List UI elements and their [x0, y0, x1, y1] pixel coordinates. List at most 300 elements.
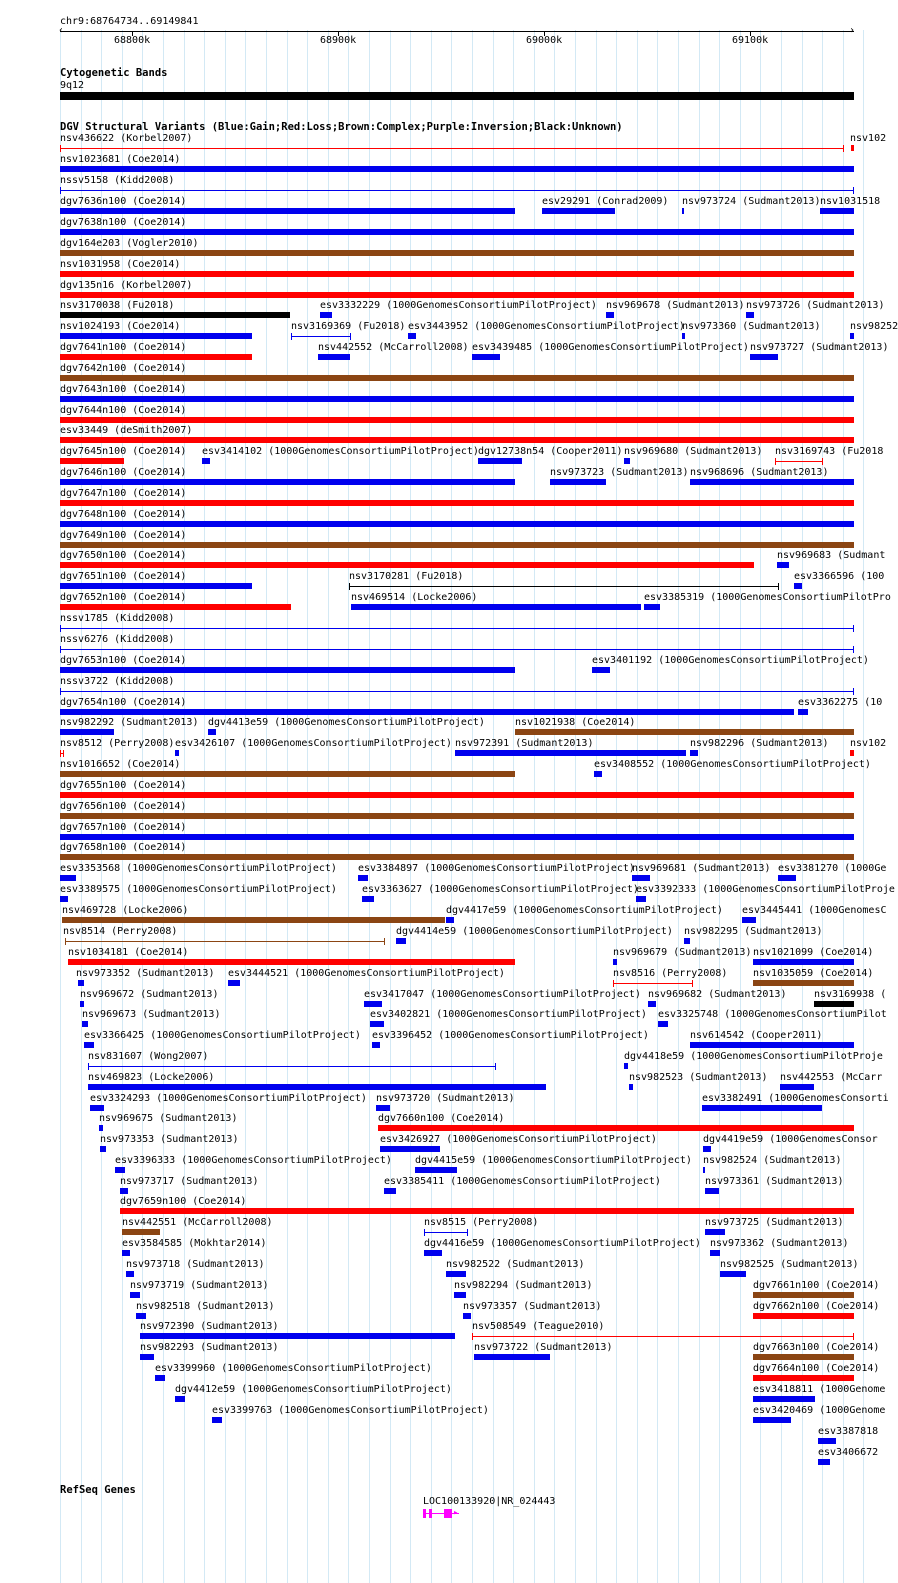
cytoband-label[interactable]: 9q12: [60, 80, 85, 91]
variant-label[interactable]: nsv969680 (Sudmant2013): [624, 446, 763, 457]
variant-bar[interactable]: [478, 458, 522, 464]
gridline: [328, 30, 329, 1583]
variant-label[interactable]: dgv4415e59 (1000GenomesConsortiumPilotProject): [415, 1155, 692, 1166]
variant-label[interactable]: esv3402821 (1000GenomesConsortiumPilotProject): [370, 1009, 647, 1020]
variant-label[interactable]: esv3363627 (1000GenomesConsortiumPilotProject): [362, 884, 639, 895]
variant-label[interactable]: nsv3170281 (Fu2018): [349, 571, 464, 582]
variant-label[interactable]: nsv982292 (Sudmant2013): [60, 717, 199, 728]
variant-bar[interactable]: [60, 354, 252, 360]
variant-bar[interactable]: [794, 583, 802, 589]
variant-label[interactable]: nsv469823 (Locke2006): [88, 1072, 215, 1083]
variant-label[interactable]: nsv1035059 (Coe2014): [753, 968, 874, 979]
variant-label[interactable]: nsv973727 (Sudmant2013): [750, 342, 889, 353]
variant-label[interactable]: nsv969681 (Sudmant2013): [632, 863, 771, 874]
variant-bar[interactable]: [703, 1146, 711, 1152]
variant-bar[interactable]: [658, 1021, 668, 1027]
variant-label[interactable]: dgv7649n100 (Coe2014): [60, 530, 187, 541]
variant-bar[interactable]: [777, 562, 789, 568]
variant-bar[interactable]: [778, 875, 796, 881]
variant-label[interactable]: nsv1034181 (Coe2014): [68, 947, 189, 958]
ruler-left-arrow-icon[interactable]: ‹: [58, 25, 65, 36]
variant-bar[interactable]: [60, 875, 76, 881]
variant-bar[interactable]: [705, 1188, 719, 1194]
variant-label[interactable]: esv3426927 (1000GenomesConsortiumPilotProject): [380, 1134, 657, 1145]
variant-bar[interactable]: [798, 709, 808, 715]
variant-bar[interactable]: [60, 562, 754, 568]
variant-label[interactable]: nsv8516 (Perry2008): [613, 968, 728, 979]
variant-bar[interactable]: [455, 750, 686, 756]
variant-bar[interactable]: [60, 813, 854, 819]
variant-bar[interactable]: [122, 1229, 160, 1235]
variant-label[interactable]: esv3399960 (1000GenomesConsortiumPilotProject): [155, 1363, 432, 1374]
variant-label[interactable]: nsv973718 (Sudmant2013): [126, 1259, 265, 1270]
variant-label[interactable]: dgv135n16 (Korbel2007): [60, 280, 193, 291]
variant-label[interactable]: dgv7643n100 (Coe2014): [60, 384, 187, 395]
variant-bar[interactable]: [60, 521, 854, 527]
variant-label[interactable]: nsv469728 (Locke2006): [62, 905, 189, 916]
variant-label[interactable]: dgv7661n100 (Coe2014): [753, 1280, 880, 1291]
variant-bar[interactable]: [60, 896, 68, 902]
variant-bar[interactable]: [362, 896, 374, 902]
variant-bar[interactable]: [60, 417, 854, 423]
variant-label[interactable]: dgv4416e59 (1000GenomesConsortiumPilotProject): [424, 1238, 701, 1249]
variant-label[interactable]: esv3406672: [818, 1447, 879, 1458]
variant-bar[interactable]: [140, 1354, 154, 1360]
variant-label[interactable]: dgv7659n100 (Coe2014): [120, 1196, 247, 1207]
variant-label[interactable]: nsv973725 (Sudmant2013): [705, 1217, 844, 1228]
variant-label[interactable]: esv3387818: [818, 1426, 879, 1437]
variant-label[interactable]: dgv7654n100 (Coe2014): [60, 697, 187, 708]
variant-bar[interactable]: [120, 1188, 128, 1194]
variant-label[interactable]: dgv4413e59 (1000GenomesConsortiumPilotProject): [208, 717, 485, 728]
variant-label[interactable]: nsv973717 (Sudmant2013): [120, 1176, 259, 1187]
variant-label[interactable]: nsv831607 (Wong2007): [88, 1051, 209, 1062]
variant-label[interactable]: esv3381270 (1000Ge: [778, 863, 887, 874]
variant-label[interactable]: nsv973357 (Sudmant2013): [463, 1301, 602, 1312]
variant-bar[interactable]: [613, 983, 693, 984]
variant-bar[interactable]: [100, 1146, 106, 1152]
variant-bar[interactable]: [472, 354, 500, 360]
variant-label[interactable]: dgv7651n100 (Coe2014): [60, 571, 187, 582]
variant-label[interactable]: nssv3722 (Kidd2008): [60, 676, 175, 687]
variant-label[interactable]: esv3366596 (100: [794, 571, 885, 582]
variant-bar[interactable]: [690, 479, 854, 485]
variant-label[interactable]: nsv1021938 (Coe2014): [515, 717, 636, 728]
variant-label[interactable]: esv3382491 (1000GenomesConsorti: [702, 1093, 889, 1104]
variant-bar[interactable]: [60, 604, 291, 610]
variant-bar[interactable]: [60, 542, 854, 548]
variant-label[interactable]: nsv1016652 (Coe2014): [60, 759, 181, 770]
variant-bar[interactable]: [703, 1167, 705, 1173]
variant-bar[interactable]: [60, 437, 854, 443]
variant-bar[interactable]: [140, 1333, 455, 1339]
variant-label[interactable]: esv3418811 (1000Genome: [753, 1384, 886, 1395]
variant-label[interactable]: nsv982524 (Sudmant2013): [703, 1155, 842, 1166]
variant-bar[interactable]: [130, 1292, 140, 1298]
variant-bar[interactable]: [60, 667, 515, 673]
variant-bar[interactable]: [753, 980, 854, 986]
variant-bar[interactable]: [88, 1084, 546, 1090]
variant-label[interactable]: nsv442552 (McCarroll2008): [318, 342, 469, 353]
variant-label[interactable]: nsv973352 (Sudmant2013): [76, 968, 215, 979]
variant-label[interactable]: dgv7644n100 (Coe2014): [60, 405, 187, 416]
variant-bar[interactable]: [318, 354, 350, 360]
variant-label[interactable]: nsv8512 (Perry2008): [60, 738, 175, 749]
variant-label[interactable]: esv3325748 (1000GenomesConsortiumPilot: [658, 1009, 887, 1020]
variant-label[interactable]: esv3392333 (1000GenomesConsortiumPilotProje: [636, 884, 895, 895]
variant-bar[interactable]: [542, 208, 615, 214]
variant-label[interactable]: dgv7636n100 (Coe2014): [60, 196, 187, 207]
variant-bar[interactable]: [60, 834, 854, 840]
variant-label[interactable]: dgv7646n100 (Coe2014): [60, 467, 187, 478]
variant-label[interactable]: nsv982518 (Sudmant2013): [136, 1301, 275, 1312]
variant-label[interactable]: nsv1031518: [820, 196, 881, 207]
variant-bar[interactable]: [60, 691, 854, 692]
variant-bar[interactable]: [60, 166, 854, 172]
variant-label[interactable]: nsv8515 (Perry2008): [424, 1217, 539, 1228]
variant-bar[interactable]: [60, 771, 515, 777]
variant-bar[interactable]: [780, 1084, 814, 1090]
variant-label[interactable]: nsv969679 (Sudmant2013): [613, 947, 752, 958]
variant-label[interactable]: dgv7660n100 (Coe2014): [378, 1113, 505, 1124]
variant-bar[interactable]: [60, 229, 854, 235]
variant-bar[interactable]: [820, 208, 854, 214]
variant-bar[interactable]: [90, 1105, 104, 1111]
variant-bar[interactable]: [60, 190, 854, 191]
variant-bar[interactable]: [80, 1001, 84, 1007]
variant-label[interactable]: nsv969683 (Sudmant: [777, 550, 886, 561]
variant-label[interactable]: nsv973723 (Sudmant2013): [550, 467, 689, 478]
variant-label[interactable]: esv3396452 (1000GenomesConsortiumPilotProject): [372, 1030, 649, 1041]
variant-bar[interactable]: [750, 354, 778, 360]
variant-label[interactable]: dgv7642n100 (Coe2014): [60, 363, 187, 374]
variant-bar[interactable]: [705, 1229, 725, 1235]
variant-label[interactable]: esv3362275 (10: [798, 697, 883, 708]
variant-bar[interactable]: [60, 583, 252, 589]
variant-bar[interactable]: [68, 959, 515, 965]
variant-label[interactable]: esv3385411 (1000GenomesConsortiumPilotProject): [384, 1176, 661, 1187]
variant-label[interactable]: nsv982525 (Sudmant2013): [720, 1259, 859, 1270]
variant-label[interactable]: esv3399763 (1000GenomesConsortiumPilotProject): [212, 1405, 489, 1416]
variant-bar[interactable]: [358, 875, 368, 881]
variant-bar[interactable]: [60, 271, 854, 277]
variant-label[interactable]: dgv7652n100 (Coe2014): [60, 592, 187, 603]
variant-label[interactable]: dgv4417e59 (1000GenomesConsortiumPilotProject): [446, 905, 723, 916]
variant-label[interactable]: esv3408552 (1000GenomesConsortiumPilotProject): [594, 759, 871, 770]
variant-label[interactable]: esv3584585 (Mokhtar2014): [122, 1238, 267, 1249]
variant-bar[interactable]: [690, 750, 698, 756]
variant-label[interactable]: dgv7664n100 (Coe2014): [753, 1363, 880, 1374]
variant-bar[interactable]: [753, 1313, 854, 1319]
variant-bar[interactable]: [291, 336, 351, 337]
variant-bar[interactable]: [463, 1313, 471, 1319]
variant-bar[interactable]: [62, 917, 445, 923]
variant-bar[interactable]: [65, 941, 385, 942]
variant-bar[interactable]: [742, 917, 756, 923]
variant-bar[interactable]: [376, 1105, 390, 1111]
variant-label[interactable]: dgv7645n100 (Coe2014): [60, 446, 187, 457]
variant-bar[interactable]: [136, 1313, 146, 1319]
variant-bar[interactable]: [720, 1271, 746, 1277]
variant-bar[interactable]: [202, 458, 210, 464]
variant-bar[interactable]: [424, 1232, 468, 1233]
variant-bar[interactable]: [60, 148, 844, 149]
variant-bar[interactable]: [690, 1042, 854, 1048]
variant-label[interactable]: nsv973720 (Sudmant2013): [376, 1093, 515, 1104]
variant-bar[interactable]: [702, 1105, 822, 1111]
variant-bar[interactable]: [710, 1250, 720, 1256]
variant-label[interactable]: esv3420469 (1000Genome: [753, 1405, 886, 1416]
variant-bar[interactable]: [60, 208, 515, 214]
variant-label[interactable]: nsv442553 (McCarr: [780, 1072, 883, 1083]
variant-label[interactable]: esv3332229 (1000GenomesConsortiumPilotProject): [320, 300, 597, 311]
variant-bar[interactable]: [814, 1001, 854, 1007]
variant-bar[interactable]: [175, 750, 179, 756]
variant-bar[interactable]: [208, 729, 216, 735]
variant-bar[interactable]: [99, 1125, 103, 1131]
variant-label[interactable]: esv3443952 (1000GenomesConsortiumPilotProject): [408, 321, 685, 332]
variant-label[interactable]: esv29291 (Conrad2009): [542, 196, 669, 207]
variant-bar[interactable]: [155, 1375, 165, 1381]
variant-bar[interactable]: [349, 586, 779, 587]
variant-bar[interactable]: [624, 458, 630, 464]
variant-label[interactable]: nsv973724 (Sudmant2013): [682, 196, 821, 207]
ruler-right-arrow-icon[interactable]: ›: [849, 25, 856, 36]
variant-label[interactable]: esv3401192 (1000GenomesConsortiumPilotProject): [592, 655, 869, 666]
variant-bar[interactable]: [592, 667, 610, 673]
variant-bar[interactable]: [753, 1417, 791, 1423]
variant-bar[interactable]: [84, 1042, 94, 1048]
variant-label[interactable]: nsv3170038 (Fu2018): [60, 300, 175, 311]
variant-label[interactable]: nsv102: [850, 133, 887, 144]
variant-label[interactable]: dgv4414e59 (1000GenomesConsortiumPilotProject): [396, 926, 673, 937]
variant-label[interactable]: nsv968696 (Sudmant2013): [690, 467, 829, 478]
variant-bar[interactable]: [60, 709, 794, 715]
variant-label[interactable]: nsv973353 (Sudmant2013): [100, 1134, 239, 1145]
variant-bar[interactable]: [60, 312, 290, 318]
variant-bar[interactable]: [408, 333, 416, 339]
variant-bar[interactable]: [370, 1021, 384, 1027]
variant-bar[interactable]: [372, 1042, 380, 1048]
variant-bar[interactable]: [746, 312, 754, 318]
variant-bar[interactable]: [60, 792, 854, 798]
variant-label[interactable]: esv3445441 (1000GenomesC: [742, 905, 887, 916]
variant-label[interactable]: nsv982293 (Sudmant2013): [140, 1342, 279, 1353]
variant-label[interactable]: nsv969682 (Sudmant2013): [648, 989, 787, 1000]
variant-label[interactable]: dgv4419e59 (1000GenomesConsor: [703, 1134, 878, 1145]
variant-label[interactable]: nsv982295 (Sudmant2013): [684, 926, 823, 937]
variant-bar[interactable]: [818, 1459, 830, 1465]
gene-label[interactable]: LOC100133920|NR_024443: [423, 1496, 556, 1507]
variant-bar[interactable]: [472, 1336, 854, 1337]
variant-bar[interactable]: [606, 312, 614, 318]
variant-bar[interactable]: [60, 628, 854, 629]
variant-label[interactable]: nsv436622 (Korbel2007): [60, 133, 193, 144]
variant-label[interactable]: esv3385319 (1000GenomesConsortiumPilotPro: [644, 592, 891, 603]
variant-bar[interactable]: [78, 980, 84, 986]
variant-label[interactable]: dgv7641n100 (Coe2014): [60, 342, 187, 353]
variant-bar[interactable]: [636, 896, 646, 902]
variant-bar[interactable]: [380, 1146, 440, 1152]
variant-label[interactable]: nsv969673 (Sudmant2013): [82, 1009, 221, 1020]
variant-label[interactable]: nsv469514 (Locke2006): [351, 592, 478, 603]
variant-label[interactable]: nsv3169743 (Fu2018: [775, 446, 884, 457]
variant-bar[interactable]: [850, 333, 854, 339]
variant-label[interactable]: nsv3169938 (: [814, 989, 887, 1000]
variant-bar[interactable]: [60, 375, 854, 381]
variant-bar[interactable]: [753, 1375, 854, 1381]
variant-label[interactable]: dgv7653n100 (Coe2014): [60, 655, 187, 666]
variant-bar[interactable]: [396, 938, 406, 944]
variant-label[interactable]: nsv1023681 (Coe2014): [60, 154, 181, 165]
variant-label[interactable]: nssv1785 (Kidd2008): [60, 613, 175, 624]
variant-label[interactable]: nsv1031958 (Coe2014): [60, 259, 181, 270]
variant-bar[interactable]: [753, 959, 854, 965]
variant-label[interactable]: dgv4412e59 (1000GenomesConsortiumPilotProject): [175, 1384, 452, 1395]
variant-bar[interactable]: [120, 1208, 854, 1214]
variant-bar[interactable]: [415, 1167, 457, 1173]
variant-bar[interactable]: [775, 461, 823, 462]
variant-bar[interactable]: [818, 1438, 836, 1444]
variant-bar[interactable]: [115, 1167, 125, 1173]
variant-bar[interactable]: [60, 729, 114, 735]
variant-bar[interactable]: [364, 1001, 382, 1007]
variant-label[interactable]: esv3366425 (1000GenomesConsortiumPilotProject): [84, 1030, 361, 1041]
variant-label[interactable]: dgv7655n100 (Coe2014): [60, 780, 187, 791]
variant-label[interactable]: nsv1024193 (Coe2014): [60, 321, 181, 332]
variant-label[interactable]: nsv969672 (Sudmant2013): [80, 989, 219, 1000]
variant-label[interactable]: dgv7656n100 (Coe2014): [60, 801, 187, 812]
variant-label[interactable]: nssv6276 (Kidd2008): [60, 634, 175, 645]
variant-label[interactable]: dgv7650n100 (Coe2014): [60, 550, 187, 561]
variant-bar[interactable]: [60, 479, 515, 485]
variant-label[interactable]: nsv982522 (Sudmant2013): [446, 1259, 585, 1270]
variant-label[interactable]: dgv7648n100 (Coe2014): [60, 509, 187, 520]
variant-bar[interactable]: [594, 771, 602, 777]
variant-bar[interactable]: [629, 1084, 633, 1090]
variant-bar[interactable]: [684, 938, 690, 944]
variant-bar[interactable]: [474, 1354, 550, 1360]
variant-bar[interactable]: [850, 750, 854, 756]
variant-label[interactable]: esv3324293 (1000GenomesConsortiumPilotProject): [90, 1093, 367, 1104]
variant-label[interactable]: esv3396333 (1000GenomesConsortiumPilotProject): [115, 1155, 392, 1166]
variant-label[interactable]: esv3414102 (1000GenomesConsortiumPilotProject): [202, 446, 479, 457]
variant-bar[interactable]: [753, 1292, 854, 1298]
variant-label[interactable]: nsv972390 (Sudmant2013): [140, 1321, 279, 1332]
variant-bar[interactable]: [384, 1188, 396, 1194]
variant-label[interactable]: dgv7647n100 (Coe2014): [60, 488, 187, 499]
variant-bar[interactable]: [753, 1396, 815, 1402]
variant-bar[interactable]: [753, 1354, 854, 1360]
variant-label[interactable]: nsv972391 (Sudmant2013): [455, 738, 594, 749]
variant-bar[interactable]: [454, 1292, 466, 1298]
variant-bar[interactable]: [126, 1271, 134, 1277]
variant-bar[interactable]: [351, 604, 641, 610]
variant-bar[interactable]: [424, 1250, 442, 1256]
variant-label[interactable]: nsv969678 (Sudmant2013): [606, 300, 745, 311]
variant-bar[interactable]: [851, 145, 854, 151]
variant-label[interactable]: nsv982296 (Sudmant2013): [690, 738, 829, 749]
variant-label[interactable]: nsv973361 (Sudmant2013): [705, 1176, 844, 1187]
variant-bar[interactable]: [228, 980, 240, 986]
variant-bar[interactable]: [515, 729, 854, 735]
variant-label[interactable]: nsv508549 (Teague2010): [472, 1321, 605, 1332]
variant-label[interactable]: esv3417047 (1000GenomesConsortiumPilotProject): [364, 989, 641, 1000]
variant-label[interactable]: nsv614542 (Cooper2011): [690, 1030, 823, 1041]
variant-label[interactable]: nsv973719 (Sudmant2013): [130, 1280, 269, 1291]
variant-label[interactable]: esv3439485 (1000GenomesConsortiumPilotProject): [472, 342, 749, 353]
tick-label: 68800k: [114, 35, 151, 46]
variant-bar[interactable]: [446, 917, 454, 923]
variant-bar[interactable]: [60, 396, 854, 402]
variant-label[interactable]: nsv973726 (Sudmant2013): [746, 300, 885, 311]
variant-label[interactable]: dgv7663n100 (Coe2014): [753, 1342, 880, 1353]
variant-bar[interactable]: [60, 292, 854, 298]
variant-label[interactable]: dgv7638n100 (Coe2014): [60, 217, 187, 228]
variant-bar[interactable]: [446, 1271, 466, 1277]
variant-label[interactable]: nsv973362 (Sudmant2013): [710, 1238, 849, 1249]
variant-label[interactable]: esv3444521 (1000GenomesConsortiumPilotProject): [228, 968, 505, 979]
variant-label[interactable]: dgv7657n100 (Coe2014): [60, 822, 187, 833]
variant-label[interactable]: dgv164e203 (Vogler2010): [60, 238, 199, 249]
variant-bar[interactable]: [648, 1001, 656, 1007]
cytoband-9q12[interactable]: [60, 92, 854, 100]
variant-label[interactable]: nsv973722 (Sudmant2013): [474, 1342, 613, 1353]
variant-bar[interactable]: [550, 479, 606, 485]
variant-label[interactable]: nsv1021099 (Coe2014): [753, 947, 874, 958]
variant-label[interactable]: esv33449 (deSmith2007): [60, 425, 193, 436]
variant-bar[interactable]: [613, 959, 617, 965]
variant-label[interactable]: esv3384897 (1000GenomesConsortiumPilotProject): [358, 863, 635, 874]
variant-bar[interactable]: [60, 250, 854, 256]
variant-label[interactable]: nssv5158 (Kidd2008): [60, 175, 175, 186]
variant-label[interactable]: dgv4418e59 (1000GenomesConsortiumPilotProje: [624, 1051, 883, 1062]
variant-bar[interactable]: [624, 1063, 628, 1069]
variant-bar[interactable]: [644, 604, 660, 610]
variant-label[interactable]: dgv7662n100 (Coe2014): [753, 1301, 880, 1312]
variant-bar[interactable]: [60, 500, 854, 506]
variant-bar[interactable]: [60, 649, 854, 650]
variant-label[interactable]: nsv969675 (Sudmant2013): [99, 1113, 238, 1124]
variant-label[interactable]: dgv12738n54 (Cooper2011): [478, 446, 623, 457]
variant-label[interactable]: nsv3169369 (Fu2018): [291, 321, 406, 332]
variant-bar[interactable]: [682, 208, 684, 214]
variant-bar[interactable]: [60, 333, 252, 339]
variant-bar[interactable]: [60, 458, 124, 464]
variant-label[interactable]: nsv982523 (Sudmant2013): [629, 1072, 768, 1083]
variant-bar[interactable]: [212, 1417, 222, 1423]
variant-bar[interactable]: [82, 1021, 88, 1027]
variant-label[interactable]: nsv8514 (Perry2008): [63, 926, 178, 937]
variant-bar[interactable]: [122, 1250, 130, 1256]
variant-label[interactable]: nsv442551 (McCarroll2008): [122, 1217, 273, 1228]
variant-label[interactable]: nsv982294 (Sudmant2013): [454, 1280, 593, 1291]
variant-bar[interactable]: [378, 1125, 854, 1131]
variant-bar[interactable]: [175, 1396, 185, 1402]
variant-bar[interactable]: [632, 875, 650, 881]
variant-label[interactable]: nsv98252: [850, 321, 898, 332]
variant-label[interactable]: esv3426107 (1000GenomesConsortiumPilotProject): [175, 738, 452, 749]
variant-bar[interactable]: [60, 854, 854, 860]
variant-label[interactable]: nsv973360 (Sudmant2013): [682, 321, 821, 332]
variant-label[interactable]: esv3389575 (1000GenomesConsortiumPilotProject): [60, 884, 337, 895]
variant-label[interactable]: esv3353568 (1000GenomesConsortiumPilotProject): [60, 863, 337, 874]
variant-bar[interactable]: [682, 333, 685, 339]
variant-label[interactable]: nsv102: [850, 738, 887, 749]
variant-bar[interactable]: [88, 1066, 496, 1067]
variant-bar[interactable]: [320, 312, 332, 318]
variant-label[interactable]: dgv7658n100 (Coe2014): [60, 842, 187, 853]
